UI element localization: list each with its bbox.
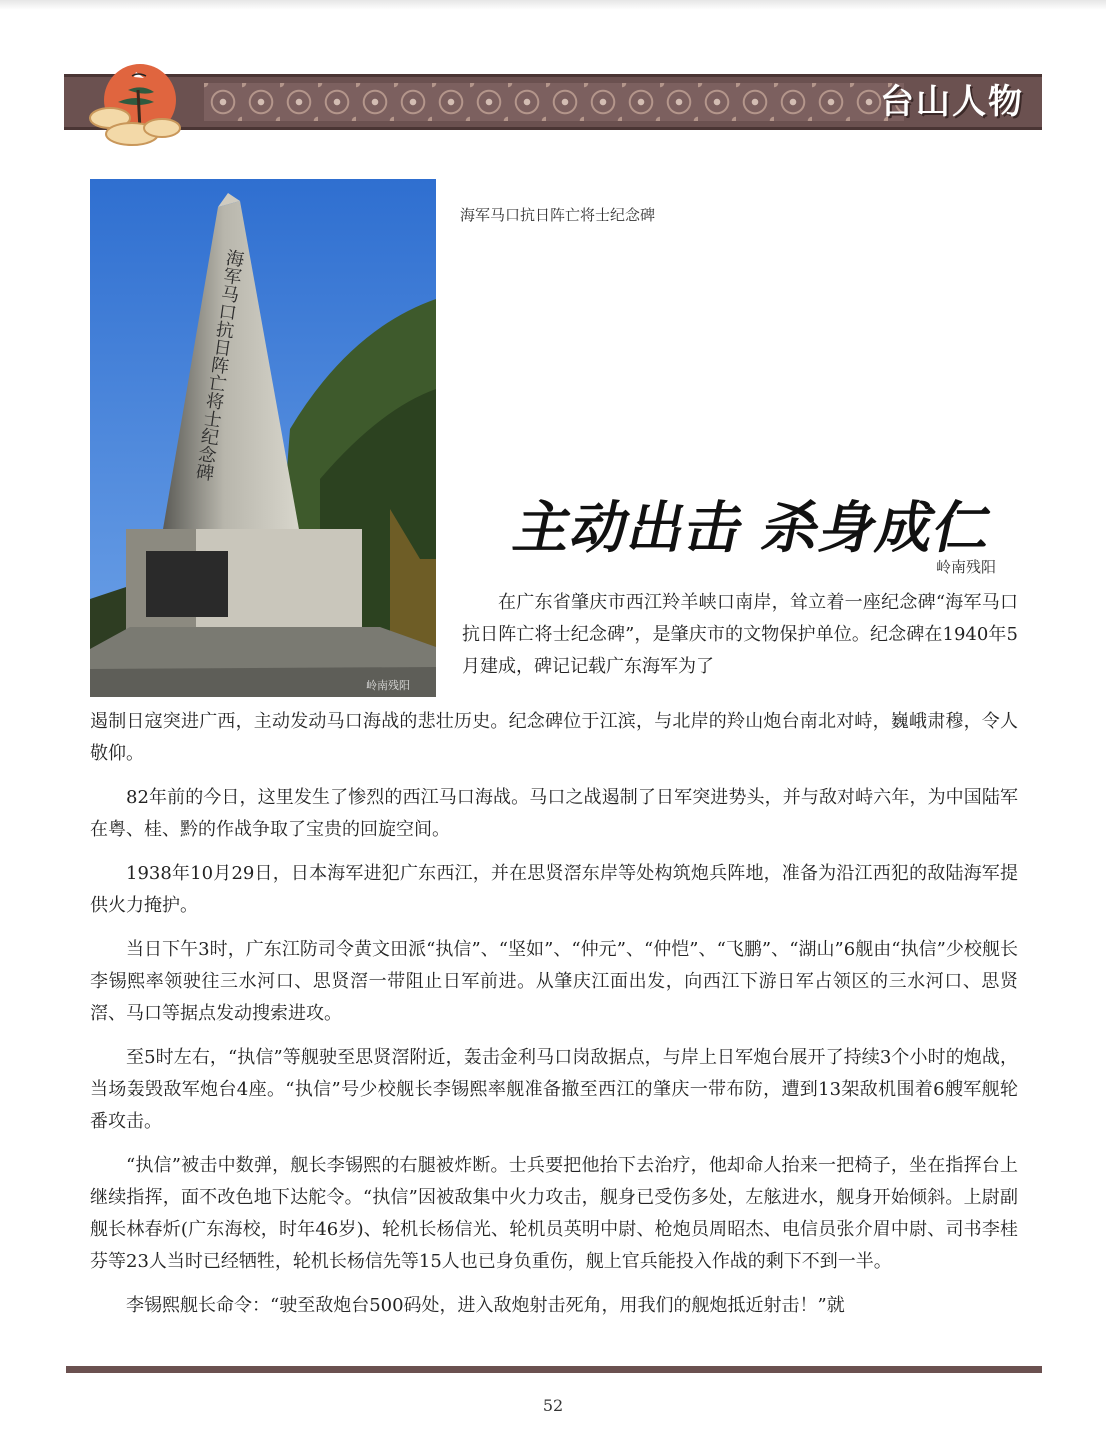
footer-rule [66, 1366, 1042, 1373]
monument-inscription: 海军马口抗日阵亡将士纪念碑 [192, 247, 246, 483]
article-body [90, 706, 1018, 1334]
body-paragraph: 遏制日寇突进广西，主动发动马口海战的悲壮历史。纪念碑位于江滨，与北岸的羚山炮台南北对峙，巍峨肃穆，令人敬仰。 [90, 711, 1018, 764]
section-title: 台山人物 [880, 82, 1024, 122]
body-paragraph: “执信”被击中数弹，舰长李锡熙的右腿被炸断。士兵要把他抬下去治疗，他却命人抬来一把椅子，坐在指挥台上继续指挥，面不改色地下达舵令。“执信”因被敌集中火力攻击，舰身已受伤多处，左舷进水，舰身开始倾斜。上尉副舰长林春炘(广东海校，时年46岁)、轮机长杨信光、轮机员英明中尉、枪炮员周昭杰、电信员张介眉中尉、司书李桂芬等23人当时已经牺牲，轮机长杨信先等15人也已身负重伤，舰上官兵能投入作战的剩下不到一半。 [90, 1155, 1018, 1272]
page-number: 52 [542, 1396, 564, 1415]
top-edge-shadow [0, 0, 1106, 10]
photo-watermark: 岭南残阳 [366, 679, 410, 692]
body-paragraph: 当日下午3时，广东江防司令黄文田派“执信”、“坚如”、“仲元”、“仲恺”、“飞鹏”、“湖山”6舰由“执信”少校舰长李锡熙率领驶往三水河口、思贤滘一带阻止日军前进。从肇庆江面出发，向西江下游日军占领区的三水河口、思贤滘、马口等据点发动搜索进攻。 [90, 939, 1018, 1024]
photo-caption: 海军马口抗日阵亡将士纪念碑 [460, 206, 656, 224]
body-paragraph: 至5时左右，“执信”等舰驶至思贤滘附近，轰击金利马口岗敌据点，与岸上日军炮台展开了持续3个小时的炮战，当场轰毁敌军炮台4座。“执信”号少校舰长李锡熙率舰准备撤至西江的肇庆一带布防，遭到13架敌机围着6艘军舰轮番攻击。 [90, 1047, 1018, 1132]
section-logo-icon [88, 60, 184, 152]
body-paragraph: 82年前的今日，这里发生了惨烈的西江马口海战。马口之战遏制了日军突进势头，并与敌对峙六年，为中国陆军在粤、桂、黔的作战争取了宝贵的回旋空间。 [90, 787, 1018, 840]
article-author: 岭南残阳 [935, 558, 996, 576]
body-paragraph: 1938年10月29日，日本海军进犯广东西江，并在思贤滘东岸等处构筑炮兵阵地，准备为沿江西犯的敌陆海军提供火力掩护。 [90, 863, 1018, 916]
body-paragraph: 李锡熙舰长命令：“驶至敌炮台500码处，进入敌炮射击死角，用我们的舰炮抵近射击！”就 [126, 1295, 845, 1316]
intro-paragraph: 在广东省肇庆市西江羚羊峡口南岸，耸立着一座纪念碑“海军马口抗日阵亡将士纪念碑”，是肇庆市的文物保护单位。纪念碑在1940年5月建成，碑记记载广东海军为了 [462, 592, 1018, 677]
section-header-band [64, 74, 1042, 130]
monument-photo [90, 179, 436, 697]
ornamental-pattern [204, 83, 904, 121]
article-title: 主动出击 杀身成仁 [508, 496, 999, 561]
